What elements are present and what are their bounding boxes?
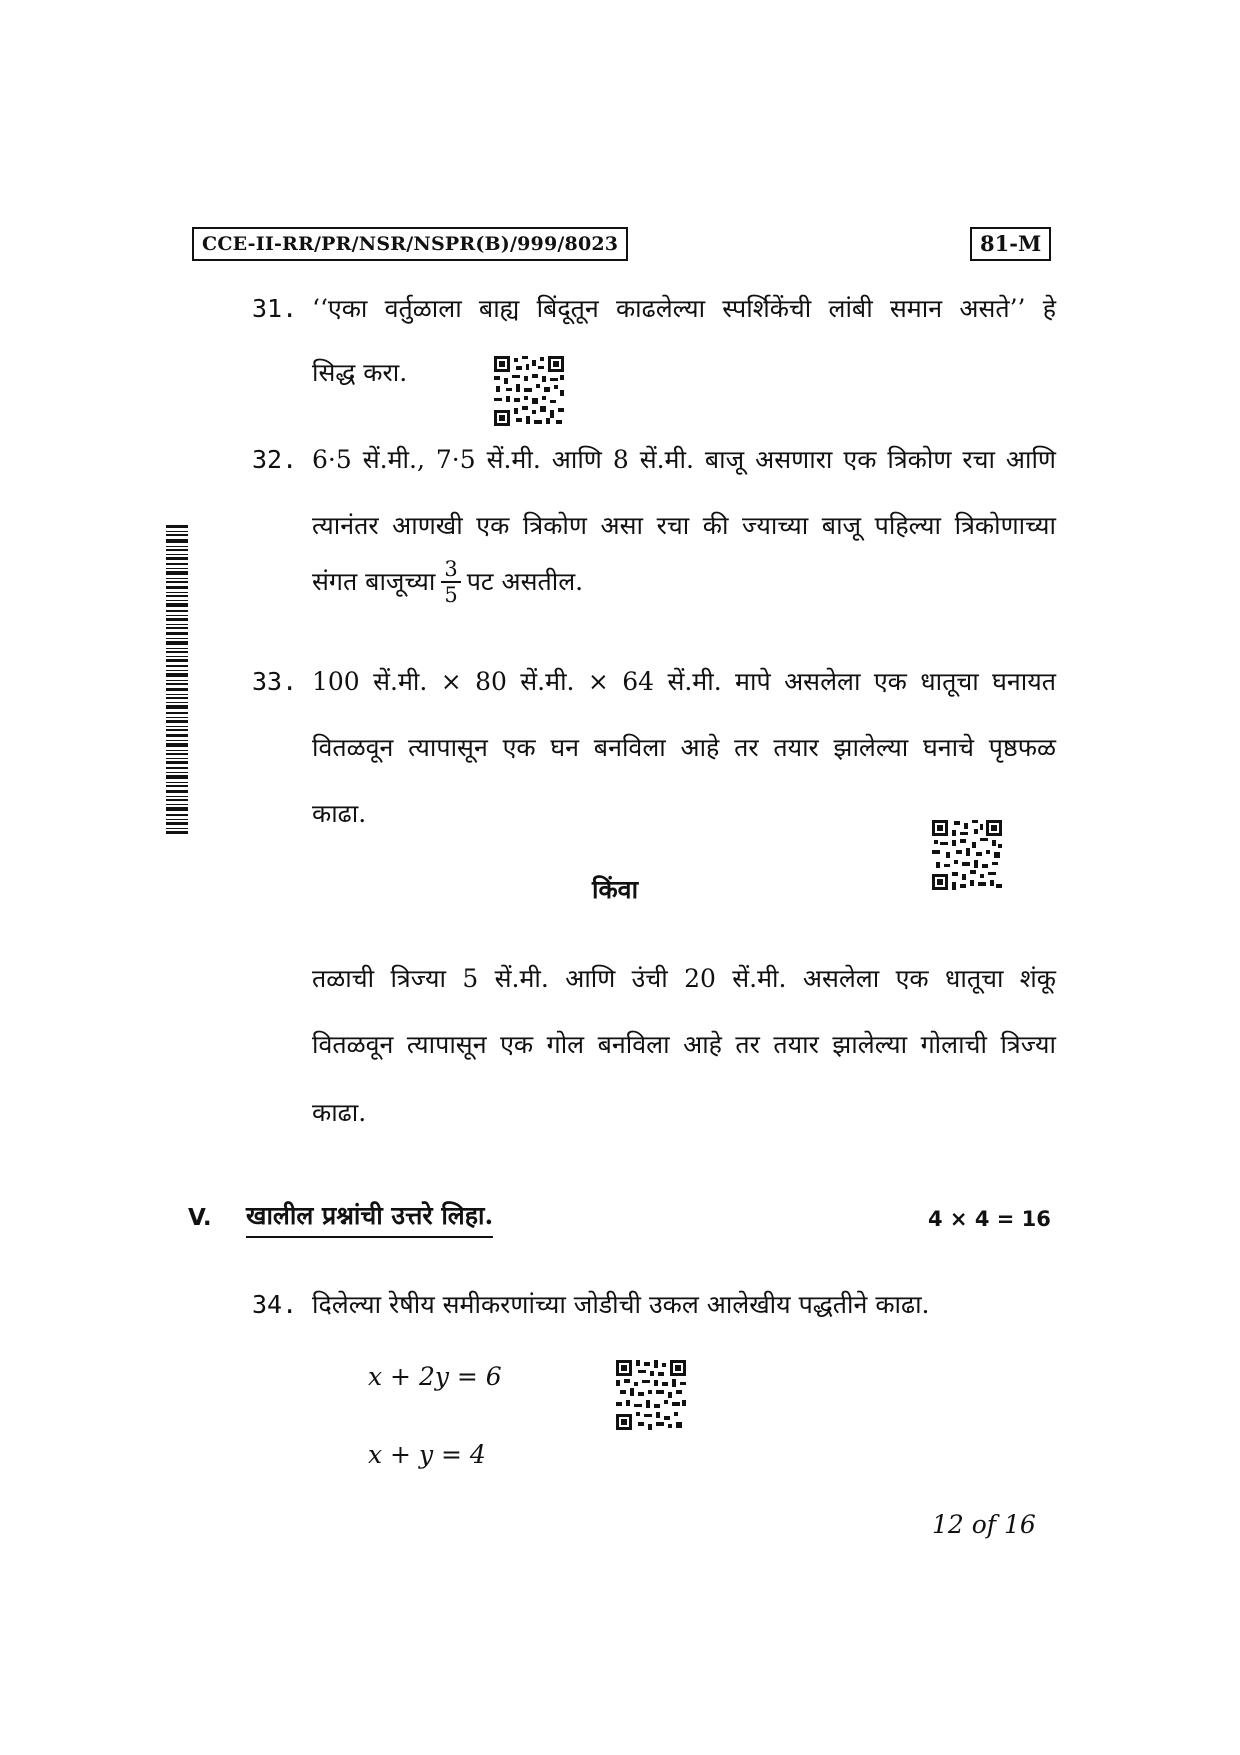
section-number: V. [188,1205,212,1231]
question-33-alt-line1: तळाची त्रिज्या 5 सें.मी. आणि उंची 20 सें.मी. असलेला एक धातूचा शंकू [312,964,1056,993]
question-33-line2: वितळवून त्यापासून एक घन बनविला आहे तर तयार झालेल्या घनाचे पृष्ठफळ [312,733,1056,762]
equation-2: x + y = 4 [368,1440,486,1469]
question-number: 31. [252,294,298,323]
qr-code-icon [932,820,1002,890]
equation-1: x + 2y = 6 [368,1362,502,1391]
exam-code: CCE-II-RR/PR/NSR/NSPR(B)/999/8023 [192,227,628,261]
question-31-line1: ‘‘एका वर्तुळाला बाह्य बिंदूतून काढलेल्या स्पर्शिकेंची लांबी समान असते’’ हे [312,294,1056,323]
or-label: किंवा [592,875,639,904]
question-number: 33. [252,667,298,696]
page-number: 12 of 16 [932,1510,1036,1539]
section-title: खालील प्रश्नांची उत्तरे लिहा. [246,1198,493,1238]
barcode-icon [166,525,188,837]
question-33-line1: 100 सें.मी. × 80 सें.मी. × 64 सें.मी. मापे असलेला एक धातूचा घनायत [312,667,1056,696]
fraction-denominator: 5 [444,583,458,607]
question-32-line3-text: संगत बाजूच्या [312,567,436,596]
question-32-line2: त्यानंतर आणखी एक त्रिकोण असा रचा की ज्याच्या बाजू पहिल्या त्रिकोणाच्या [312,511,1056,540]
question-33-line3: काढा. [312,799,367,828]
qr-code-icon [494,356,564,426]
question-32-line3 [312,557,583,607]
question-33-alt-line2: वितळवून त्यापासून एक गोल बनविला आहे तर तयार झालेल्या गोलाची त्रिज्या [312,1030,1056,1059]
question-number: 34. [252,1290,298,1319]
paper-code: 81-M [970,227,1051,261]
question-34-line1: दिलेल्या रेषीय समीकरणांच्या जोडीची उकल आलेखीय पद्धतीने काढा. [312,1290,930,1319]
question-31-line2: सिद्ध करा. [312,358,408,387]
fraction [441,557,460,607]
question-32-line1: 6·5 सें.मी., 7·5 सें.मी. आणि 8 सें.मी. बाजू असणारा एक त्रिकोण रचा आणि [312,445,1056,474]
question-33-alt-line3: काढा. [312,1098,367,1127]
fraction-numerator: 3 [441,557,460,583]
section-marks: 4 × 4 = 16 [928,1207,1051,1231]
qr-code-icon [616,1360,686,1430]
question-number: 32. [252,445,298,474]
question-32-line3-end: पट असतील. [466,567,584,596]
